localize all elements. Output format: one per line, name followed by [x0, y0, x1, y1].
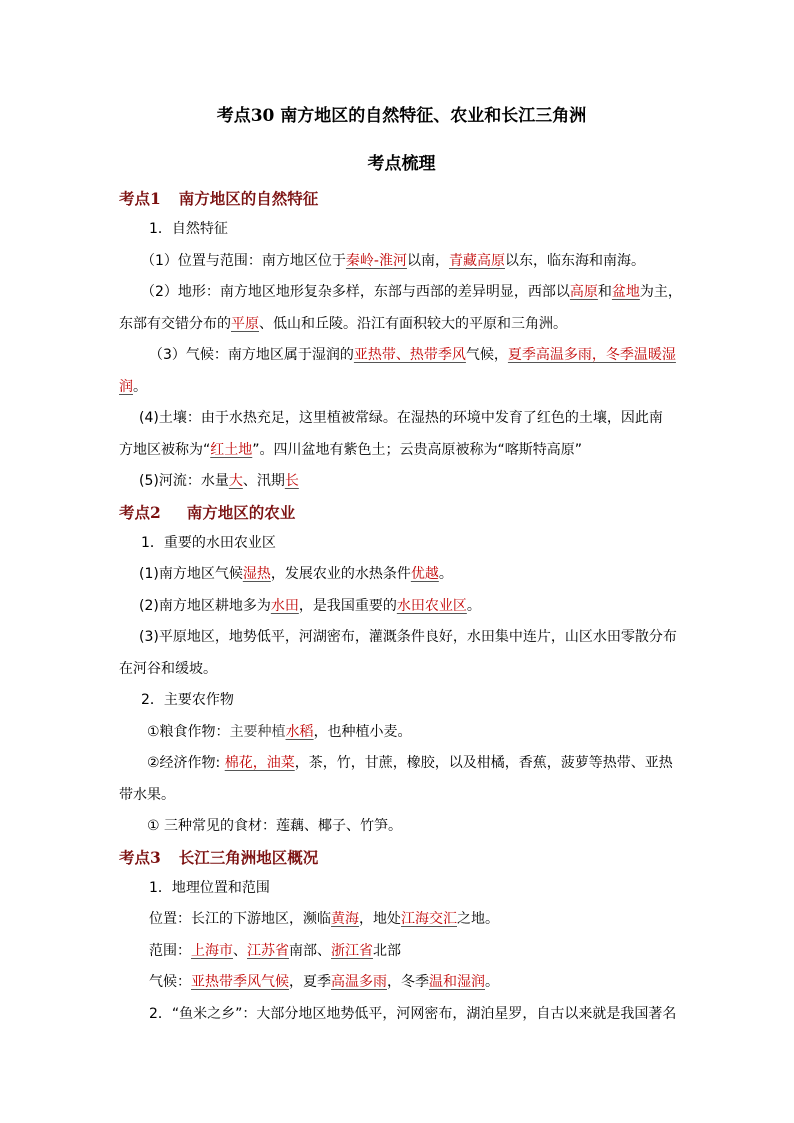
s3-subheading-2: 2．“鱼米之乡”：大部分地区地势低平，河网密布，湖泊星罗，自古以来就是我国著名: [149, 1005, 677, 1022]
blank-qinghai-tibet: 青藏高原: [448, 252, 505, 269]
section-3-label: 考点3: [119, 847, 161, 867]
s2-para-1: (1)南方地区气候湿热，发展农业的水热条件优越。: [139, 566, 453, 582]
blank-red-soil: 红土地: [210, 441, 253, 458]
page-title: 考点30 南方地区的自然特征、农业和长江三角洲: [216, 106, 587, 126]
s1-soil-para-1: (4)土壤：由于水热充足，这里植被常绿。在湿热的环境中发育了红色的土壤，因此南: [139, 410, 663, 426]
blank-qinling-huaihe: 秦岭-淮河: [345, 252, 407, 269]
s3-location: 位置：长江的下游地区，濒临黄海，地处江海交汇之地。: [149, 911, 499, 927]
s2-subheading-2: 2．主要农作物: [141, 692, 234, 708]
s1-climate-para-1: （3）气候：南方地区属于湿润的亚热带、热带季风气候，夏季高温多雨，冬季温暖湿: [149, 347, 676, 363]
s2-para-2: (2)南方地区耕地多为水田，是我国重要的水田农业区。: [139, 597, 481, 614]
section-1-title: 南方地区的自然特征: [178, 189, 319, 208]
section-2-heading: [119, 498, 684, 528]
s1-terrain-para-1: （2）地形：南方地区地形复杂多样，东部与西部的差异明显，西部以高原和盆地为主，: [141, 284, 682, 300]
section-2-title: 南方地区的农业: [186, 502, 296, 522]
blank-monsoon: 亚热带、热带季风: [353, 347, 466, 363]
s1-river-para: (5)河流：水量大、汛期长: [139, 473, 299, 489]
blank-long: 长: [284, 473, 299, 489]
section-1-heading: [119, 184, 684, 214]
s1-subheading-1: 1．自然特征: [149, 221, 228, 237]
s3-subheading-1: 1．地理位置和范围: [149, 879, 270, 896]
page-subtitle: 考点梳理: [367, 154, 436, 174]
s2-para-3b: 在河谷和缓坡。: [119, 660, 217, 677]
s1-climate-para-2: 润。: [119, 378, 147, 395]
s1-terrain-para-2: 东部有交错分布的平原、低山和丘陵。沿江有面积较大的平原和三角洲。: [119, 315, 567, 332]
section-2-label: 考点2: [119, 502, 161, 522]
s1-location-para: （1）位置与范围：南方地区位于秦岭-淮河以南，青藏高原以东，临东海和南海。: [141, 252, 645, 269]
s2-foods: ① 三种常见的食材：莲藕、椰子、竹笋。: [147, 818, 402, 834]
s2-grain-crops: ①粮食作物：主要种植水稻，也种植小麦。: [147, 723, 412, 740]
blank-basin: 盆地: [611, 284, 640, 300]
s2-cash-crops-2: 带水果。: [119, 786, 175, 803]
blank-plateau: 高原: [569, 284, 598, 300]
s3-range: 范围：上海市、江苏省南部、浙江省北部: [149, 942, 401, 959]
section-3-title: 长江三角洲地区概况: [178, 847, 319, 867]
s1-soil-para-2: 方地区被称为“红土地”。四川盆地有紫色土；云贵高原被称为“喀斯特高原”: [119, 441, 583, 458]
s3-climate: 气候：亚热带季风气候，夏季高温多雨，冬季温和湿润。: [149, 974, 499, 990]
blank-plain: 平原: [231, 315, 259, 332]
section-3-heading: [119, 843, 684, 873]
blank-large: 大: [228, 473, 243, 489]
s2-cash-crops-1: ②经济作物: 棉花，油菜，茶，竹，甘蔗，橡胶，以及柑橘，香蕉，菠萝等热带、亚热: [147, 755, 673, 771]
blank-climate-feature: 夏季高温多雨，冬季温暖湿: [507, 347, 676, 363]
section-1-label: 考点1: [119, 189, 161, 208]
s2-para-3a: (3)平原地区，地势低平，河湖密布，灌溉条件良好，水田集中连片，山区水田零散分布: [139, 629, 677, 645]
s2-subheading-1: 1．重要的水田农业区: [141, 534, 276, 551]
